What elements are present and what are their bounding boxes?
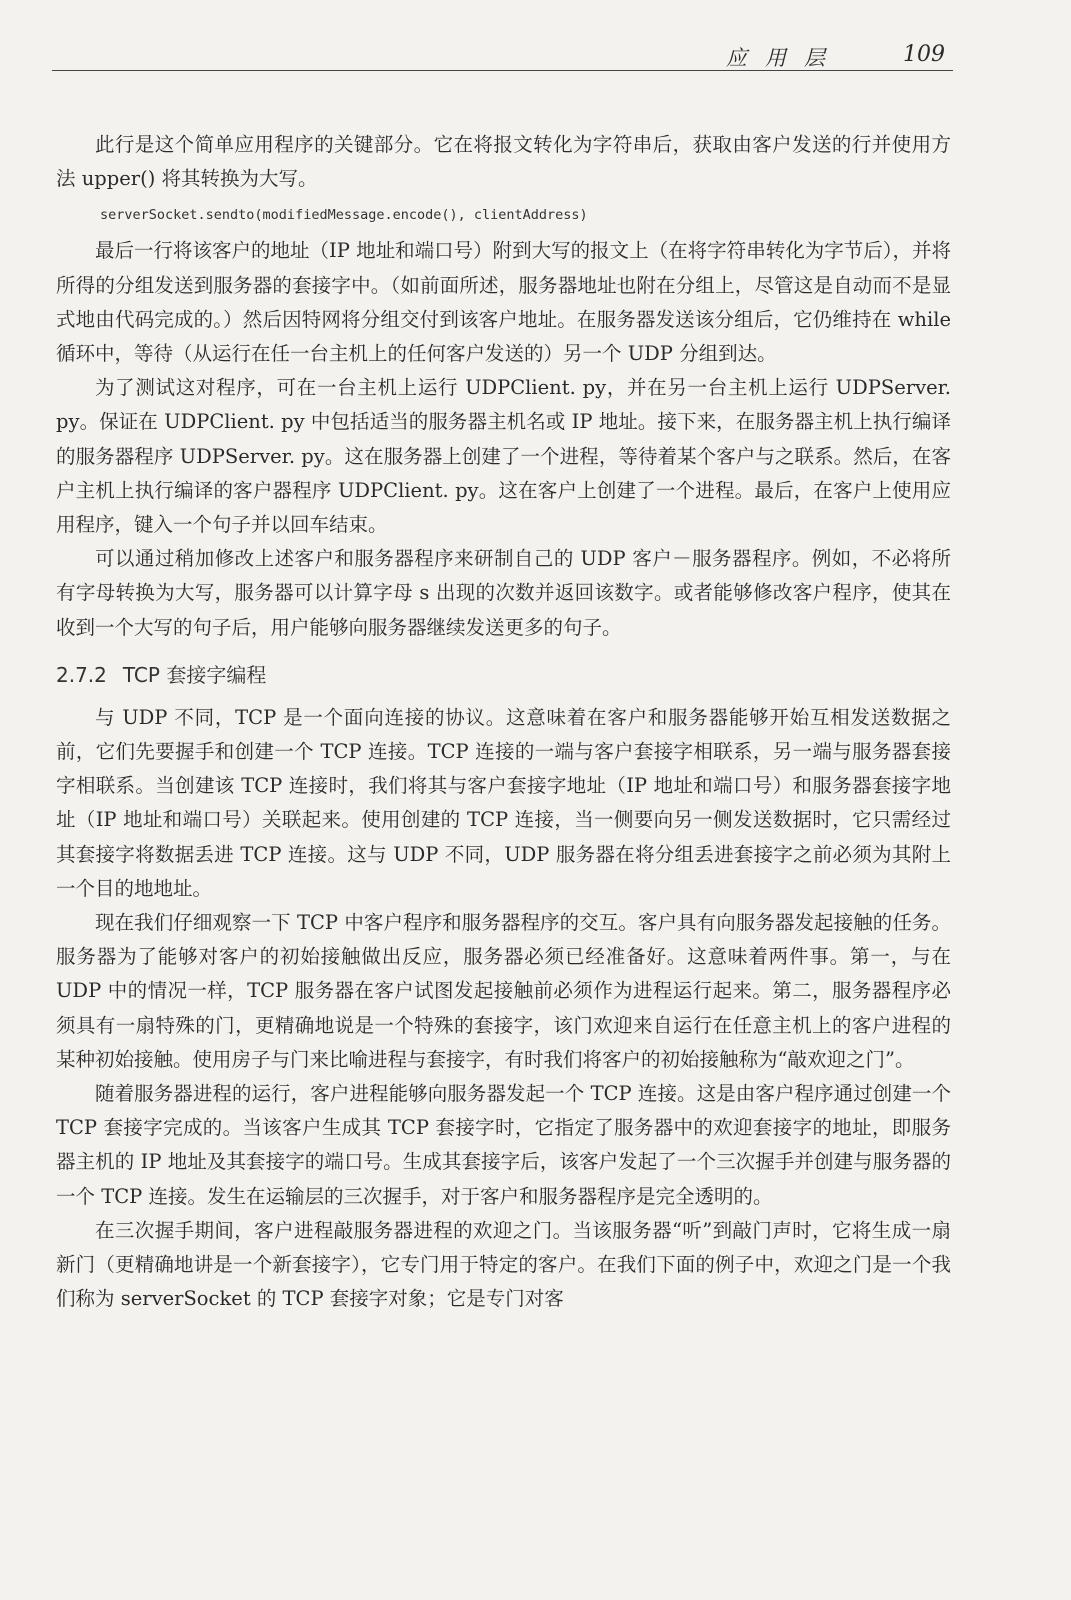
- section-heading: [56, 659, 951, 691]
- paragraph: 与 UDP 不同，TCP 是一个面向连接的协议。这意味着在客户和服务器能够开始互相发送数据之前，它们先要握手和创建一个 TCP 连接。TCP 连接的一端与客户套接字相联系，另一端与服务器套接字相联系。当创建该 TCP 连接时，我们将其与客户套接字地址（IP 地址和端口号）和服务器套接字地址（IP 地址和端口号）关联起来。使用创建的 TCP 连接，当一侧要向另一侧发送数据时，它只需经过其套接字将数据丢进 TCP 连接。这与 UDP 不同，UDP 服务器在将分组丢进套接字之前必须为其附上一个目的地地址。: [56, 705, 951, 900]
- paragraph: 可以通过稍加修改上述客户和服务器程序来研制自己的 UDP 客户－服务器程序。例如，不必将所有字母转换为大写，服务器可以计算字母 s 出现的次数并返回该数字。或者能够修改客户程序，使其在收到一个大写的句子后，用户能够向服务器继续发送更多的句子。: [56, 547, 951, 639]
- paragraph: 最后一行将该客户的地址（IP 地址和端口号）附到大写的报文上（在将字符串转化为字节后），并将所得的分组发送到服务器的套接字中。（如前面所述，服务器地址也附在分组上，尽管这是自动而不是显式地由代码完成的。）然后因特网将分组交付到该客户地址。在服务器发送该分组后，它仍维持在 while 循环中，等待（从运行在任一台主机上的任何客户发送的）另一个 UDP 分组到达。: [56, 239, 951, 366]
- page-body: [56, 128, 951, 1317]
- section-title: TCP 套接字编程: [122, 662, 267, 687]
- section-number: 2.7.2: [56, 662, 107, 687]
- page-number: 109: [903, 42, 945, 67]
- running-header-title: 应用层: [726, 46, 843, 70]
- paragraph: 随着服务器进程的运行，客户进程能够向服务器发起一个 TCP 连接。这是由客户程序通过创建一个 TCP 套接字完成的。当该客户生成其 TCP 套接字时，它指定了服务器中的欢迎套接字的地址，即服务器主机的 IP 地址及其套接字的端口号。生成其套接字后，该客户发起了一个三次握手并创建与服务器的一个 TCP 连接。发生在运输层的三次握手，对于客户和服务器程序是完全透明的。: [56, 1082, 951, 1208]
- paragraph: 现在我们仔细观察一下 TCP 中客户程序和服务器程序的交互。客户具有向服务器发起接触的任务。服务器为了能够对客户的初始接触做出反应，服务器必须已经准备好。这意味着两件事。第一，与在 UDP 中的情况一样，TCP 服务器在客户试图发起接触前必须作为进程运行起来。第二，服务器程序必须具有一扇特殊的门，更精确地说是一个特殊的套接字，该门欢迎来自运行在任意主机上的客户进程的某种初始接触。使用房子与门来比喻进程与套接字，有时我们将客户的初始接触称为“敲欢迎之门”。: [56, 911, 951, 1071]
- paragraph: 在三次握手期间，客户进程敲服务器进程的欢迎之门。当该服务器“听”到敲门声时，它将生成一扇新门（更精确地讲是一个新套接字），它专门用于特定的客户。在我们下面的例子中，欢迎之门是一个我们称为 serverSocket 的 TCP 套接字对象；它是专门对客: [56, 1218, 951, 1311]
- paragraph: 此行是这个简单应用程序的关键部分。它在将报文转化为字符串后，获取由客户发送的行并使用方法 upper() 将其转换为大写。: [56, 133, 951, 191]
- page-header: [52, 40, 953, 71]
- code-line: serverSocket.sendto(modifiedMessage.encode(), clientAddress): [100, 207, 588, 224]
- paragraph: 为了测试这对程序，可在一台主机上运行 UDPClient. py，并在另一台主机上运行 UDPServer. py。保证在 UDPClient. py 中包括适当的服务器主机名或 IP 地址。接下来，在服务器主机上执行编译的服务器程序 UDPServer. py。这在服务器上创建了一个进程，等待着某个客户与之联系。然后，在客户主机上执行编译的客户器程序 UDPClient. py。这在客户上创建了一个进程。最后，在客户上使用应用程序，键入一个句子并以回车结束。: [56, 376, 951, 537]
